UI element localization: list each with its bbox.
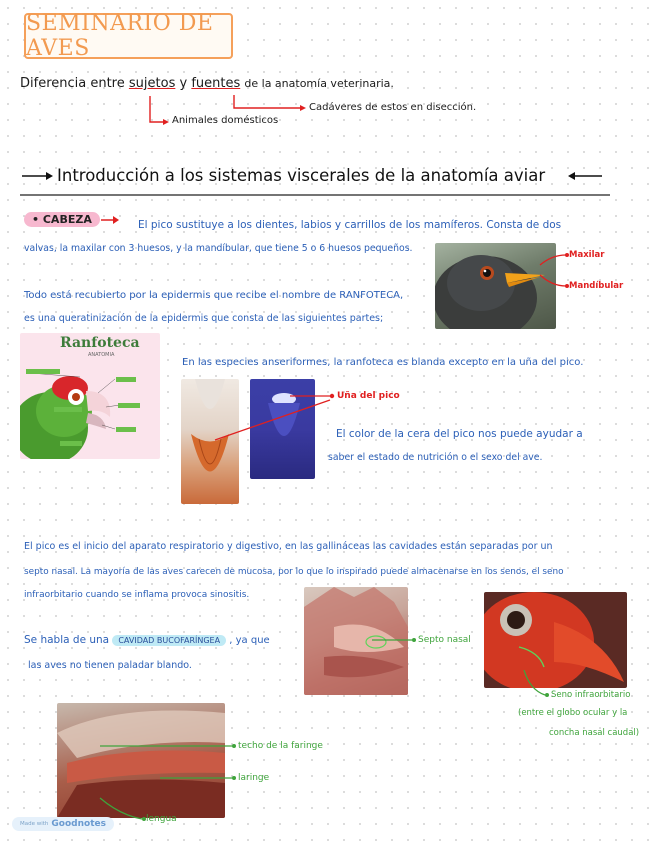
resp-line3: infraorbitario cuando se inflama provoca sinositis.: [24, 590, 250, 600]
ranfoteca-subtitle: ANATOMIA: [88, 352, 115, 358]
cera-line1: El color de la cera del pico nos puede ayudar a: [336, 428, 583, 440]
section-heading: Introducción a los sistemas viscerales de la anatomía aviar: [57, 166, 546, 185]
cabeza-tag-wrap: [24, 212, 120, 227]
resp-line1: El pico es el inicio del aparato respiratorio y digestivo, en las gallináceas las cavidades están separadas por un: [24, 541, 553, 552]
label-lengua: lengua: [146, 814, 177, 824]
cera-line2: saber el estado de nutrición o el sexo del ave.: [328, 452, 543, 463]
badge-made-with: Made with: [20, 821, 49, 827]
label-laringe: laringe: [238, 773, 270, 783]
cabeza-para1-line1: El pico sustituye a los dientes, labios y carrillos de los mamíferos. Consta de dos: [138, 219, 562, 231]
page-title: SEMINARIO DE AVES: [24, 13, 233, 59]
badge-brand: Goodnotes: [51, 819, 106, 829]
cavidad-pre: Se habla de una: [24, 634, 110, 646]
label-maxilar: Maxilar: [569, 250, 605, 260]
label-seno-line2: (entre el globo ocular y la: [518, 708, 628, 718]
note-cadaveres: Cadáveres de estos en disección.: [309, 102, 477, 113]
note-animales: Animales domésticos: [172, 115, 279, 126]
intro-word-1: Diferencia entre: [20, 76, 125, 91]
cabeza-tag: • CABEZA: [24, 212, 100, 227]
ranfoteca-title: Ranfoteca: [60, 335, 140, 351]
blackbird-pointers: [0, 240, 656, 300]
label-mandibular: Mandíbular: [569, 281, 624, 291]
intro-word-y: y: [179, 76, 188, 91]
cabeza-arrow-icon: [100, 214, 120, 226]
intro-connectors: [0, 0, 656, 160]
cavidad-post: , ya que: [229, 635, 270, 646]
anseriformes-text: En las especies anseriformes, la ranfoteca es blanda excepto en la uña del pico.: [182, 357, 584, 368]
label-una-del-pico: Uña del pico: [337, 391, 400, 401]
label-techo-faringe: techo de la faringe: [238, 741, 323, 751]
intro-fuentes: fuentes: [191, 76, 241, 91]
cabeza-para2-line1: Todo está recubierto por la epidermis que recibe el nombre de RANFOTECA,: [24, 290, 404, 301]
goodnotes-badge: [12, 817, 114, 831]
resp-line2: septo nasal. La mayoría de las aves carecen de mucosa, por lo que lo inspirado puede almacenarse en los senos, el seno: [24, 567, 564, 577]
cavidad-highlight: CAVIDAD BUCOFARÍNGEA: [112, 635, 226, 646]
cabeza-para2-line2: es una queratinización de la epidermis que consta de las siguientes partes;: [24, 313, 384, 324]
una-pointers: [0, 380, 656, 460]
label-septo-nasal: Septo nasal: [418, 635, 471, 645]
intro-word-rest: de la anatomía veterinaria.: [244, 77, 394, 90]
label-seno: Seno infraorbitario: [551, 690, 631, 700]
intro-sujetos: sujetos: [128, 76, 176, 91]
cabeza-para1-line2: valvas, la maxilar con 3 huesos, y la mandíbular, que tiene 5 o 6 huesos pequeños.: [24, 243, 413, 254]
cavidad-line2: las aves no tienen paladar blando.: [28, 660, 192, 671]
label-seno-line3: concha nasal caudal): [549, 728, 640, 738]
